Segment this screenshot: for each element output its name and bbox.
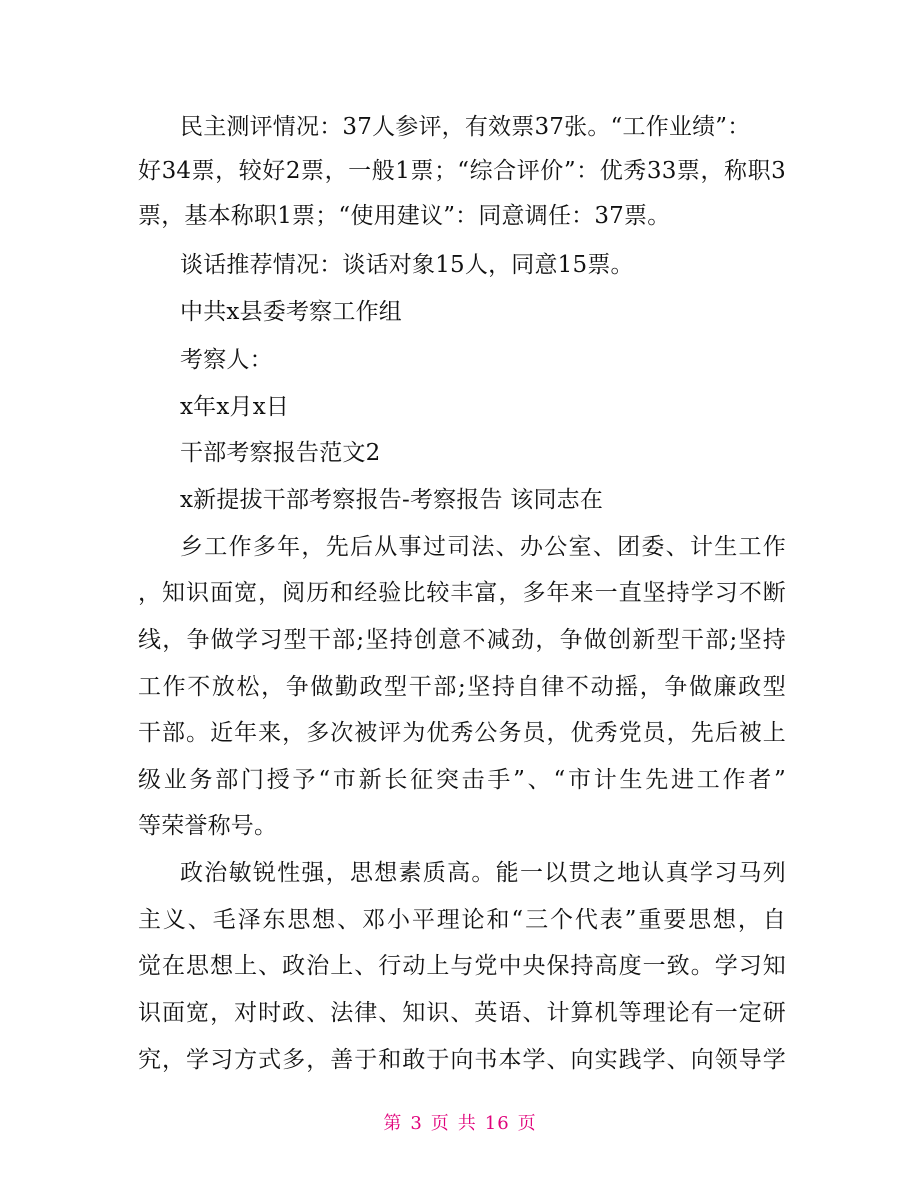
text-line: 好34票，较好2票，一般1票；“综合评价”：优秀33票，称职3 <box>138 158 786 184</box>
text-line: 票，基本称职1票；“使用建议”：同意调任：37票。 <box>138 203 671 229</box>
text-line: 政治敏锐性强，思想素质高。能一以贯之地认真学习马列 <box>180 860 786 886</box>
footer-label-ye2: 页 <box>517 1113 537 1134</box>
text-line: 干部。近年来，多次被评为优秀公务员，优秀党员，先后被上 <box>138 720 786 746</box>
text-line: ，知识面宽，阅历和经验比较丰富，多年来一直坚持学习不断 <box>138 580 786 606</box>
text-line: 乡工作多年，先后从事过司法、办公室、团委、计生工作 <box>180 534 786 560</box>
footer-current-page: 3 <box>410 1113 423 1134</box>
text-line: 考察人： <box>180 347 273 373</box>
text-line: 谈话推荐情况：谈话对象15人，同意15票。 <box>180 252 634 278</box>
text-line: 线，争做学习型干部;坚持创意不减劲，争做创新型干部;坚持 <box>138 627 786 653</box>
footer-total-pages: 16 <box>484 1113 510 1134</box>
page-footer <box>0 1112 920 1136</box>
footer-label-gong: 共 <box>457 1113 477 1134</box>
section-title: 干部考察报告范文2 <box>180 440 381 466</box>
text-line: 识面宽，对时政、法律、知识、英语、计算机等理论有一定研 <box>138 1000 786 1026</box>
text-line: 级业务部门授予“市新长征突击手”、“市计生先进工作者” <box>138 767 786 793</box>
footer-label-di: 第 <box>383 1113 403 1134</box>
text-line: 究，学习方式多，善于和敢于向书本学、向实践学、向领导学 <box>138 1047 786 1073</box>
text-line: x年x月x日 <box>180 394 290 420</box>
text-line: 觉在思想上、政治上、行动上与党中央保持高度一致。学习知 <box>138 953 786 979</box>
text-line: x新提拔干部考察报告-考察报告 该同志在 <box>180 487 604 513</box>
text-line: 等荣誉称号。 <box>138 813 278 839</box>
footer-label-ye: 页 <box>430 1113 450 1134</box>
text-line: 民主测评情况：37人参评，有效票37张。“工作业绩”： <box>180 114 751 140</box>
text-line: 主义、毛泽东思想、邓小平理论和“三个代表”重要思想，自 <box>138 907 786 933</box>
text-line: 中共x县委考察工作组 <box>180 299 402 325</box>
text-line: 工作不放松，争做勤政型干部;坚持自律不动摇，争做廉政型 <box>138 674 786 700</box>
